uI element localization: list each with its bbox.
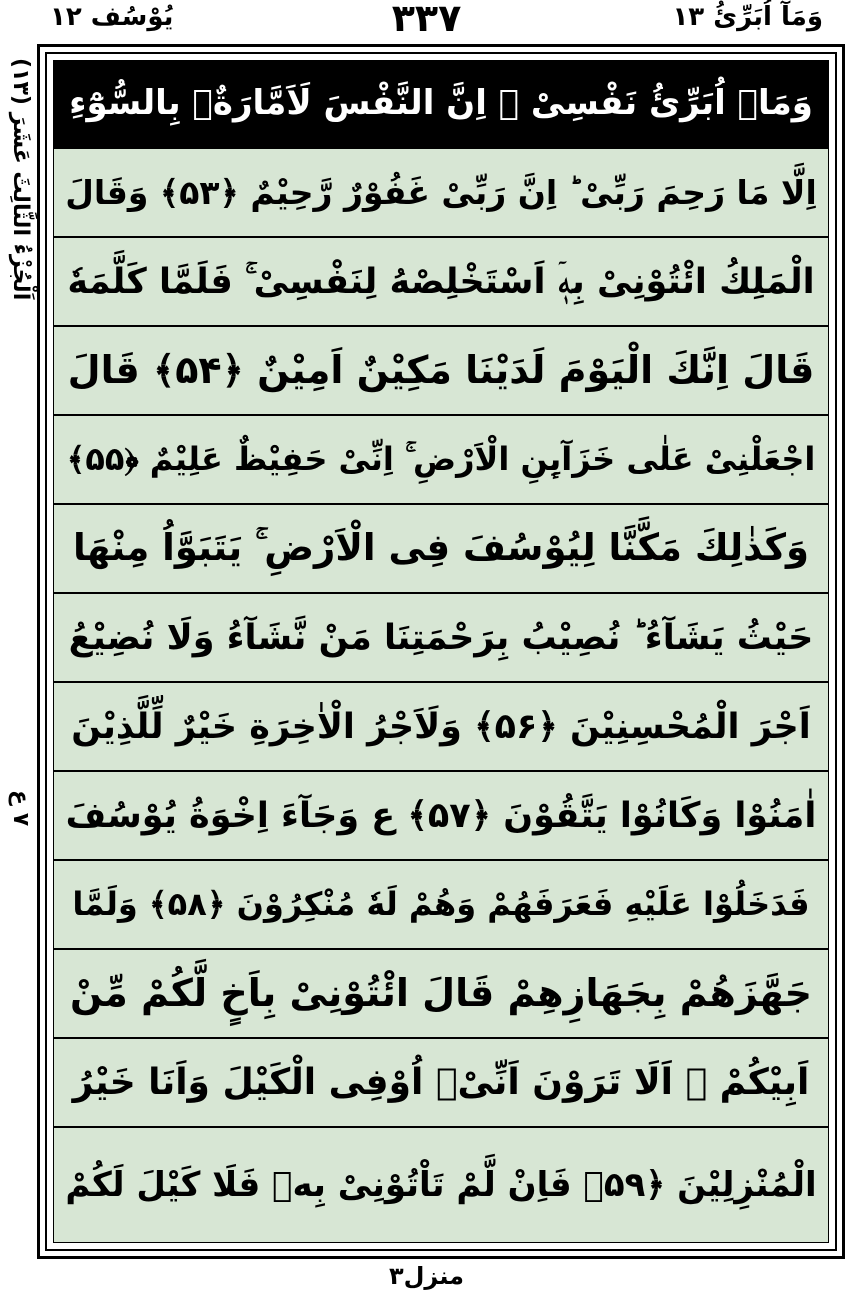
verse-line-4 — [53, 327, 829, 416]
verse-line-text: حَیْثُ یَشَآءُ ؕ نُصِیْبُ بِرَحْمَتِنَا مَنْ نَّشَآءُ وَلَا نُضِیْعُ — [68, 617, 814, 658]
surah-name-header: یُوْسُف ۱۲ — [50, 2, 174, 32]
ruku-side-mark: ۷ ع — [8, 790, 33, 827]
verse-line-5 — [53, 416, 829, 505]
manzil-footer: منزل۳ — [388, 1262, 465, 1290]
verse-line-6 — [53, 505, 829, 594]
verse-line-text: فَدَخَلُوْا عَلَیْهِ فَعَرَفَهُمْ وَهُمْ لَهٗ مُنْكِرُوْنَ ﴿۵۸﴾ وَلَمَّا — [72, 885, 810, 924]
verse-line-text: جَهَّزَهُمْ بِجَهَازِهِمْ قَالَ ائْتُوْنِیْ بِاَخٍ لَّكُمْ مِّنْ — [70, 970, 812, 1015]
verse-line-8 — [53, 683, 829, 772]
verse-line-11 — [53, 950, 829, 1039]
verse-line-7 — [53, 594, 829, 683]
verse-line-12 — [53, 1039, 829, 1128]
verse-line-text: اٰمَنُوْا وَكَانُوْا یَتَّقُوْنَ ﴿۵۷﴾ ع وَجَآءَ اِخْوَةُ یُوْسُفَ — [65, 795, 817, 836]
verse-line-text: اِلَّا مَا رَحِمَ رَبِّیْ ؕ اِنَّ رَبِّیْ غَفُوْرٌ رَّحِیْمٌ ﴿۵۳﴾ وَقَالَ — [65, 172, 817, 212]
verse-line-1 — [53, 60, 829, 149]
verse-line-text: اَجْرَ الْمُحْسِنِیْنَ ﴿۵۶﴾ وَلَاَجْرُ الْاٰخِرَةِ خَیْرٌ لِّلَّذِیْنَ — [71, 706, 811, 747]
para-name-header: وَمَآ اُبَرِّئُ ۱۳ — [672, 2, 823, 32]
page-number: ۳۳۷ — [391, 0, 462, 40]
verse-line-text: قَالَ اِنَّكَ الْیَوْمَ لَدَیْنَا مَكِیْنٌ اَمِیْنٌ ﴿۵۴﴾ قَالَ — [67, 347, 815, 392]
verse-line-2 — [53, 149, 829, 238]
verse-line-text: اَبِیْكُمْ ۚ اَلَا تَرَوْنَ اَنِّیْۤ اُوْفِی الْكَیْلَ وَاَنَا خَیْرُ — [72, 1061, 810, 1103]
verse-line-9 — [53, 772, 829, 861]
verse-line-text: الْمُنْزِلِیْنَ ﴿۵۹﴾ فَاِنْ لَّمْ تَاْتُوْنِیْ بِهٖ فَلَا كَیْلَ لَكُمْ — [65, 1165, 817, 1206]
verse-line-10 — [53, 861, 829, 950]
para-side-label: اَلْجُزْءُ الثَّالِثَ عَشَرَ (۱۳) — [8, 58, 33, 301]
verse-line-text: وَكَذٰلِكَ مَكَّنَّا لِیُوْسُفَ فِی الْاَرْضِ ۚ یَتَبَوَّاُ مِنْهَا — [72, 526, 810, 570]
verse-line-3 — [53, 238, 829, 327]
verse-line-text: اجْعَلْنِیْ عَلٰی خَزَآىِٕنِ الْاَرْضِ ۚ اِنِّیْ حَفِیْظٌ عَلِیْمٌ ﴿۵۵﴾ — [66, 440, 816, 479]
verse-line-text: وَمَاۤ اُبَرِّئُ نَفْسِیْ ۚ اِنَّ النَّفْسَ لَاَمَّارَةٌۢ بِالسُّوْٓءِ — [69, 83, 813, 124]
verse-line-text: الْمَلِكُ ائْتُوْنِیْ بِهٖۤ اَسْتَخْلِصْهُ لِنَفْسِیْ ۚ فَلَمَّا كَلَّمَهٗ — [67, 261, 815, 302]
verse-line-13 — [53, 1128, 829, 1243]
